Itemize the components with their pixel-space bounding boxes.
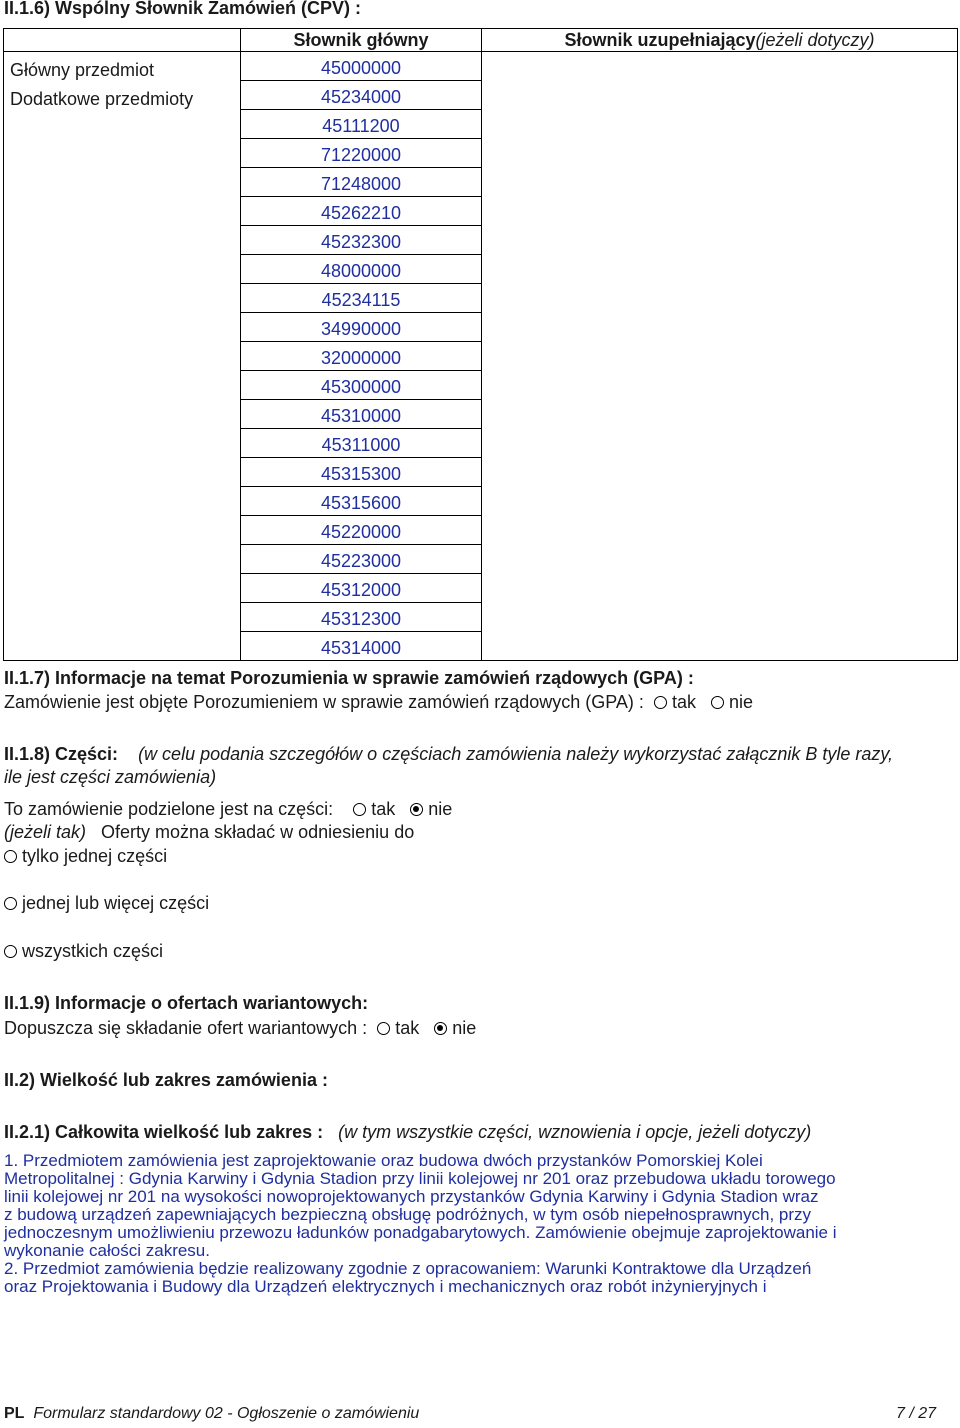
cpv-row (4, 110, 958, 139)
desc-line: z budową urządzeń zapewniających bezpieczną obsługę podróżnych, w tym osób niepełnosprawnych, przy (4, 1205, 812, 1224)
gpa-no-label: nie (729, 692, 754, 712)
gpa-question: Zamówienie jest objęte Porozumieniem w sprawie zamówień rządowych (GPA) : (4, 692, 644, 712)
parts-title: II.1.8) Części: (4, 744, 119, 764)
cpv-additional-label: Dodatkowe przedmioty (4, 81, 241, 110)
cpv-row (4, 429, 958, 458)
cpv-label-cell (4, 342, 241, 371)
cpv-label-cell (4, 110, 241, 139)
offer-option-3-radio[interactable] (4, 945, 17, 958)
footer-form-name: Formularz standardowy 02 - Ogłoszenie o zamówieniu (33, 1405, 420, 1422)
variants-question-row (4, 1018, 476, 1039)
cpv-supp-cell (482, 458, 958, 487)
cpv-supp-cell (482, 487, 958, 516)
desc-line: oraz Projektowania i Budowy dla Urządzeń elektrycznych i mechanicznych oraz robót inżynieryjnych i (4, 1277, 767, 1296)
cpv-code: 45315300 (241, 458, 482, 487)
cpv-header-supp-label: Słownik uzupełniający (564, 30, 756, 50)
parts-no-radio[interactable] (410, 803, 423, 816)
cpv-label-cell (4, 197, 241, 226)
cpv-label-cell (4, 487, 241, 516)
desc-line: linii kolejowej nr 201 na wysokości nowoprojektowanych przystanków Gdynia Karwiny i Gdynia Stadion wraz (4, 1187, 819, 1206)
cpv-label-cell (4, 371, 241, 400)
cpv-supp-cell (482, 197, 958, 226)
parts-yes-label: tak (371, 799, 396, 819)
cpv-header-main: Słownik główny (241, 29, 482, 52)
cpv-label-cell (4, 400, 241, 429)
cpv-row (4, 574, 958, 603)
cpv-code: 45000000 (241, 52, 482, 81)
cpv-label-cell (4, 603, 241, 632)
cpv-code: 45300000 (241, 371, 482, 400)
offer-option-1 (4, 846, 167, 867)
offer-option-3 (4, 941, 163, 962)
variants-yes-label: tak (395, 1018, 420, 1038)
cpv-supp-cell (482, 110, 958, 139)
cpv-supp-cell (482, 52, 958, 81)
total-note: (w tym wszystkie części, wznowienia i opcje, jeżeli dotyczy) (338, 1122, 812, 1142)
cpv-row (4, 255, 958, 284)
parts-question-row (4, 799, 452, 820)
cpv-code: 45310000 (241, 400, 482, 429)
cpv-supp-cell (482, 313, 958, 342)
cpv-code: 45223000 (241, 545, 482, 574)
cpv-row (4, 313, 958, 342)
section-variants-title: II.1.9) Informacje o ofertach wariantowych: (4, 993, 369, 1013)
parts-offers-row (4, 822, 414, 843)
section-parts-header (4, 744, 893, 765)
section-size-title: II.2) Wielkość lub zakres zamówienia : (4, 1070, 328, 1090)
footer (4, 1405, 419, 1423)
cpv-supp-cell (482, 371, 958, 400)
cpv-supp-cell (482, 400, 958, 429)
offer-option-3-label: wszystkich części (22, 941, 164, 961)
cpv-code: 45314000 (241, 632, 482, 661)
cpv-row (4, 603, 958, 632)
cpv-supp-cell (482, 168, 958, 197)
cpv-code: 45234115 (241, 284, 482, 313)
parts-cond: (jeżeli tak) (4, 822, 87, 842)
offer-option-2-label: jednej lub więcej części (22, 893, 210, 913)
cpv-supp-cell (482, 429, 958, 458)
variants-yes-radio[interactable] (377, 1022, 390, 1035)
cpv-code: 45312000 (241, 574, 482, 603)
cpv-code: 45220000 (241, 516, 482, 545)
cpv-label-cell (4, 632, 241, 661)
cpv-row (4, 516, 958, 545)
cpv-code: 71248000 (241, 168, 482, 197)
cpv-code: 34990000 (241, 313, 482, 342)
gpa-no-radio[interactable] (711, 696, 724, 709)
offer-option-1-radio[interactable] (4, 850, 17, 863)
desc-line: wykonanie całości zakresu. (4, 1241, 210, 1260)
cpv-label-cell (4, 313, 241, 342)
cpv-row (4, 284, 958, 313)
offer-option-2 (4, 893, 209, 914)
section-total-header (4, 1122, 811, 1143)
gpa-yes-radio[interactable] (654, 696, 667, 709)
desc-line: 1. Przedmiotem zamówienia jest zaprojektowanie oraz budowa dwóch przystanków Pomorskiej Kolei (4, 1151, 763, 1170)
cpv-supp-cell (482, 516, 958, 545)
variants-no-radio[interactable] (434, 1022, 447, 1035)
cpv-code: 45111200 (241, 110, 482, 139)
total-description (4, 1152, 954, 1296)
parts-yes-radio[interactable] (353, 803, 366, 816)
cpv-header-blank (4, 29, 241, 52)
cpv-label-cell (4, 429, 241, 458)
parts-offers-label: Oferty można składać w odniesieniu do (101, 822, 415, 842)
cpv-supp-cell (482, 255, 958, 284)
footer-page: 7 / 27 (895, 1405, 936, 1422)
cpv-table (3, 28, 958, 661)
cpv-label-cell (4, 226, 241, 255)
cpv-label-cell (4, 574, 241, 603)
cpv-row (4, 487, 958, 516)
cpv-label-cell (4, 545, 241, 574)
cpv-header-supp (482, 29, 958, 52)
variants-question: Dopuszcza się składanie ofert wariantowych : (4, 1018, 368, 1038)
cpv-label-cell (4, 168, 241, 197)
cpv-label-cell (4, 255, 241, 284)
cpv-code: 32000000 (241, 342, 482, 371)
offer-option-1-label: tylko jednej części (22, 846, 168, 866)
gpa-question-row (4, 692, 753, 713)
cpv-row (4, 371, 958, 400)
gpa-yes-label: tak (671, 692, 696, 712)
parts-note-2: ile jest części zamówienia) (4, 767, 217, 787)
desc-line: 2. Przedmiot zamówienia będzie realizowany zgodnie z opracowaniem: Warunki Kontraktowe dla Urządzeń (4, 1259, 812, 1278)
cpv-code: 45262210 (241, 197, 482, 226)
offer-option-2-radio[interactable] (4, 897, 17, 910)
cpv-code: 45234000 (241, 81, 482, 110)
section-gpa-title (4, 668, 694, 689)
cpv-label-cell (4, 516, 241, 545)
section-cpv-title: II.1.6) Wspólny Słownik Zamówień (CPV) : (4, 0, 362, 18)
variants-no-label: nie (452, 1018, 477, 1038)
cpv-code: 48000000 (241, 255, 482, 284)
cpv-supp-cell (482, 342, 958, 371)
cpv-row (4, 139, 958, 168)
desc-line: Metropolitalnej : Gdynia Karwiny i Gdynia Stadion przy linii kolejowej nr 201 oraz przebudowa układu torowego (4, 1169, 836, 1188)
cpv-row (4, 545, 958, 574)
parts-no-label: nie (428, 799, 453, 819)
cpv-code: 45232300 (241, 226, 482, 255)
cpv-supp-cell (482, 603, 958, 632)
cpv-supp-cell (482, 632, 958, 661)
cpv-row (4, 632, 958, 661)
cpv-row (4, 81, 958, 110)
cpv-supp-cell (482, 545, 958, 574)
desc-line: jednoczesnym umożliwieniu przewozu ładunków ponadgabarytowych. Zamówienie obejmuje zaprojektowanie i (4, 1223, 837, 1242)
cpv-row (4, 400, 958, 429)
total-title: II.2.1) Całkowita wielkość lub zakres : (4, 1122, 324, 1142)
cpv-row (4, 168, 958, 197)
cpv-supp-cell (482, 139, 958, 168)
cpv-supp-cell (482, 284, 958, 313)
cpv-main-label: Główny przedmiot (4, 52, 241, 81)
gpa-title-text: II.1.7) Informacje na temat Porozumienia w sprawie zamówień rządowych (GPA) : (4, 668, 694, 688)
cpv-code: 45311000 (241, 429, 482, 458)
cpv-supp-cell (482, 81, 958, 110)
parts-question: To zamówienie podzielone jest na części: (4, 799, 334, 819)
cpv-row (4, 52, 958, 81)
footer-lang: PL (4, 1405, 25, 1422)
cpv-row (4, 342, 958, 371)
parts-note: (w celu podania szczegółów o częściach zamówienia należy wykorzystać załącznik B tyle razy, (138, 744, 894, 764)
cpv-header-supp-note: (jeżeli dotyczy) (755, 30, 875, 50)
cpv-supp-cell (482, 574, 958, 603)
cpv-label-cell (4, 139, 241, 168)
cpv-code: 71220000 (241, 139, 482, 168)
cpv-row (4, 458, 958, 487)
cpv-code: 45312300 (241, 603, 482, 632)
cpv-code: 45315600 (241, 487, 482, 516)
cpv-row (4, 226, 958, 255)
cpv-label-cell (4, 284, 241, 313)
cpv-row (4, 197, 958, 226)
cpv-label-cell (4, 458, 241, 487)
cpv-supp-cell (482, 226, 958, 255)
